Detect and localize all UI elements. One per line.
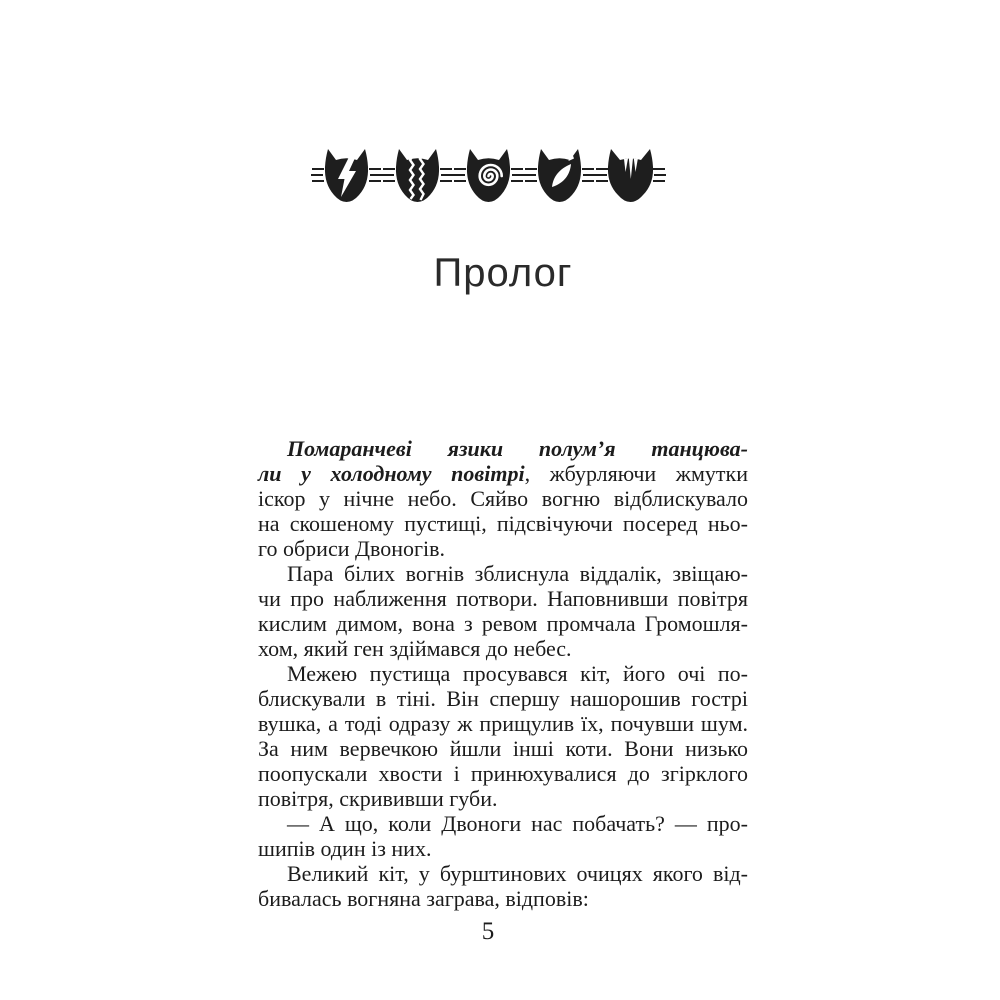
text-line bbox=[258, 811, 748, 836]
text-line bbox=[258, 711, 748, 736]
regular-text: го обриси Двоногів. bbox=[258, 536, 446, 561]
text-line bbox=[258, 586, 748, 611]
clan-icons-row bbox=[258, 0, 718, 206]
text-line bbox=[258, 861, 748, 886]
text-line bbox=[258, 486, 748, 511]
regular-text: — А що, коли Двоноги нас побачать? — про- bbox=[287, 811, 748, 836]
regular-text: Пара білих вогнів зблиснула віддалік, звіщаю- bbox=[287, 561, 748, 586]
emphasis-text: ли у холодному повітрі bbox=[258, 461, 525, 486]
regular-text: блискували в тіні. Він спершу нашорошив гострі bbox=[258, 686, 748, 711]
regular-text: шипів один із них. bbox=[258, 836, 432, 861]
text-line bbox=[258, 561, 748, 586]
regular-text: бивалась вогняна заграва, відповів: bbox=[258, 886, 589, 911]
text-line bbox=[258, 536, 748, 561]
page-number: 5 bbox=[481, 918, 495, 945]
text-line bbox=[258, 511, 748, 536]
paragraph bbox=[258, 561, 748, 661]
chapter-title: Пролог bbox=[433, 251, 573, 295]
paragraph bbox=[258, 661, 748, 811]
regular-text: Межею пустища просувався кіт, його очі по- bbox=[287, 661, 748, 686]
riverclan-waves-cat-icon bbox=[382, 146, 453, 206]
skyclan-leaf-cat-icon bbox=[524, 146, 595, 206]
regular-text: вушка, а тоді одразу ж прищулив їх, почувши шум. bbox=[258, 711, 748, 736]
text-line bbox=[258, 661, 748, 686]
windclan-streaks-cat-icon bbox=[595, 146, 666, 206]
body-text bbox=[258, 436, 748, 911]
text-line bbox=[258, 761, 748, 786]
text-line bbox=[258, 636, 748, 661]
text-line bbox=[258, 611, 748, 636]
thunderclan-lightning-cat-icon bbox=[311, 146, 382, 206]
shadowclan-spiral-cat-icon bbox=[453, 146, 524, 206]
regular-text: Великий кіт, у бурштинових очицях якого від- bbox=[287, 861, 748, 886]
paragraph bbox=[258, 436, 748, 561]
text-line bbox=[258, 836, 748, 861]
emphasis-text: Помаранчеві язики полум’я танцюва- bbox=[287, 436, 748, 461]
regular-text: кислим димом, вона з ревом промчала Громошля- bbox=[258, 611, 748, 636]
text-line bbox=[258, 886, 748, 911]
text-line bbox=[258, 686, 748, 711]
regular-text: іскор у нічне небо. Сяйво вогню відблискувало bbox=[258, 486, 748, 511]
regular-text: хом, який ген здіймався до небес. bbox=[258, 636, 572, 661]
regular-text: повітря, скрививши губи. bbox=[258, 786, 498, 811]
regular-text: поопускали хвости і принюхувалися до згірклого bbox=[258, 761, 748, 786]
regular-text: чи про наближення потвори. Наповнивши повітря bbox=[258, 586, 748, 611]
paragraph bbox=[258, 811, 748, 861]
text-line bbox=[258, 786, 748, 811]
text-line bbox=[258, 436, 748, 461]
text-line bbox=[258, 461, 748, 486]
regular-text: на скошеному пустищі, підсвічуючи посеред ньо- bbox=[258, 511, 748, 536]
regular-text: , жбурляючи жмутки bbox=[524, 461, 748, 486]
regular-text: За ним вервечкою йшли інші коти. Вони низько bbox=[258, 736, 748, 761]
text-line bbox=[258, 736, 748, 761]
paragraph bbox=[258, 861, 748, 911]
